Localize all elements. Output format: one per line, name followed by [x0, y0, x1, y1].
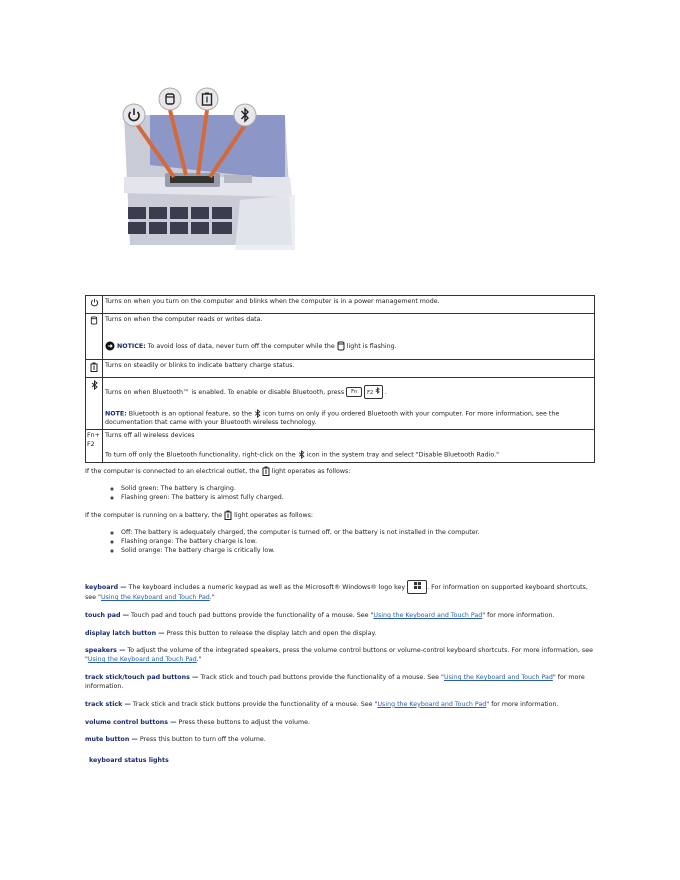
list-item: ◦ Flashing green: The battery is almost fully charged. — [121, 494, 595, 503]
definitions — [85, 580, 595, 745]
touchpad-definition: touch pad — Touch pad and touch pad buttons provide the functionality of a mouse. See "Using the Keyboard and Touch Pad" for more information. — [85, 611, 555, 619]
electrical-section — [85, 466, 595, 503]
bluetooth-icon — [375, 387, 380, 394]
electrical-intro: If the computer is connected to an electrical outlet, the light operates as follows: — [85, 468, 351, 475]
battery-icon — [90, 362, 98, 372]
touchpad-link[interactable]: Using the Keyboard and Touch Pad — [373, 611, 483, 619]
bluetooth-light-description: Turns on when Bluetooth™ is enabled. To enable or disable Bluetooth, press Fn F2 . — [105, 385, 592, 399]
trackstick-link[interactable]: Using the Keyboard and Touch Pad — [377, 700, 487, 708]
battery-section — [85, 510, 595, 555]
notice-label: NOTICE: — [117, 343, 146, 350]
battery-light-description: Turns on steadily or blinks to indicate battery charge status. — [103, 359, 595, 378]
table-row — [86, 313, 595, 359]
keyboard-status-lights-heading: keyboard status lights — [89, 757, 169, 764]
speakers-definition: speakers — To adjust the volume of the integrated speakers, press the volume control buttons or volume-control keyboard shortcuts. For more information, see "Using the Keyboard and Touch Pad." — [85, 647, 593, 664]
note: NOTE: Bluetooth is an optional feature, so the icon turns on only if you ordered Bluetooth with your computer. For more information, see the documentation that came with your Bluetooth wireless technology. — [105, 410, 560, 426]
trackstick-buttons-link[interactable]: Using the Keyboard and Touch Pad — [443, 674, 553, 682]
notice: NOTICE: To avoid loss of data, never turn off the computer while the light is flashing. — [105, 341, 592, 352]
battery-list — [85, 529, 595, 555]
mute-definition: mute button — Press this button to turn off the volume. — [85, 736, 266, 744]
list-item: ◦ Solid orange: The battery charge is critically low. — [121, 547, 595, 556]
table-row — [86, 378, 595, 430]
notice-icon — [105, 341, 115, 351]
table-row — [86, 359, 595, 378]
table-row — [86, 296, 595, 314]
windows-logo-key — [407, 580, 427, 594]
status-lights-table — [85, 295, 595, 463]
latch-definition: display latch button — Press this button to release the display latch and open the display. — [85, 629, 377, 637]
list-item: ◦ Off: The battery is adequately charged, the computer is turned off, or the battery is not installed in the computer. — [121, 529, 595, 538]
battery-intro: If the computer is running on a battery, the light operates as follows: — [85, 512, 314, 519]
list-item: ◦ Solid green: The battery is charging. — [121, 485, 595, 494]
hard-drive-light-description: Turns on when the computer reads or writes data. — [105, 315, 263, 323]
battery-icon — [224, 510, 232, 520]
keyboard-definition: keyboard — The keyboard includes a numeric keypad as well as the Microsoft® Windows® logo key . For information on supported keyboard shortcuts, see "Using the Keyboard and Touch Pad." — [85, 580, 595, 603]
power-icon — [90, 298, 99, 307]
status-lights-illustration — [110, 85, 295, 250]
battery-icon — [262, 466, 270, 476]
power-light-description: Turns on when you turn on the computer and blinks when the computer is in a power management mode. — [103, 296, 595, 314]
bluetooth-icon — [254, 409, 261, 418]
table-row — [86, 430, 595, 463]
bluetooth-icon — [91, 380, 98, 390]
bluetooth-off-description: To turn off only the Bluetooth functionality, right-click on the icon in the system tray and select "Disable Bluetooth Radio." — [105, 451, 500, 459]
power-icon-cell — [86, 296, 103, 314]
wireless-off-description: Turns off all wireless devices — [105, 432, 195, 440]
speakers-link[interactable]: Using the Keyboard and Touch Pad — [87, 656, 197, 664]
hard-drive-icon — [337, 341, 345, 351]
fn-key: Fn — [346, 387, 362, 398]
fn-f2-keys: Fn+ F2 — [86, 430, 103, 463]
list-item: ◦ Flashing orange: The battery charge is low. — [121, 538, 595, 547]
trackstick-buttons-definition: track stick/touch pad buttons — Track stick and touch pad buttons provide the functionality of a mouse. See "Using the Keyboard and Touch Pad" for more information. — [85, 674, 585, 690]
electrical-list — [85, 485, 595, 503]
windows-logo-icon — [414, 582, 421, 589]
hard-drive-icon — [90, 316, 98, 325]
note-label: NOTE: — [105, 410, 127, 418]
volume-definition: volume control buttons — Press these buttons to adjust the volume. — [85, 718, 310, 726]
trackstick-definition: track stick — Track stick and track stick buttons provide the functionality of a mouse. See "Using the Keyboard and Touch Pad" for more information. — [85, 700, 559, 708]
keyboard-link[interactable]: Using the Keyboard and Touch Pad — [100, 594, 210, 601]
bluetooth-icon — [298, 450, 305, 459]
f2-key: F2 — [364, 385, 383, 399]
